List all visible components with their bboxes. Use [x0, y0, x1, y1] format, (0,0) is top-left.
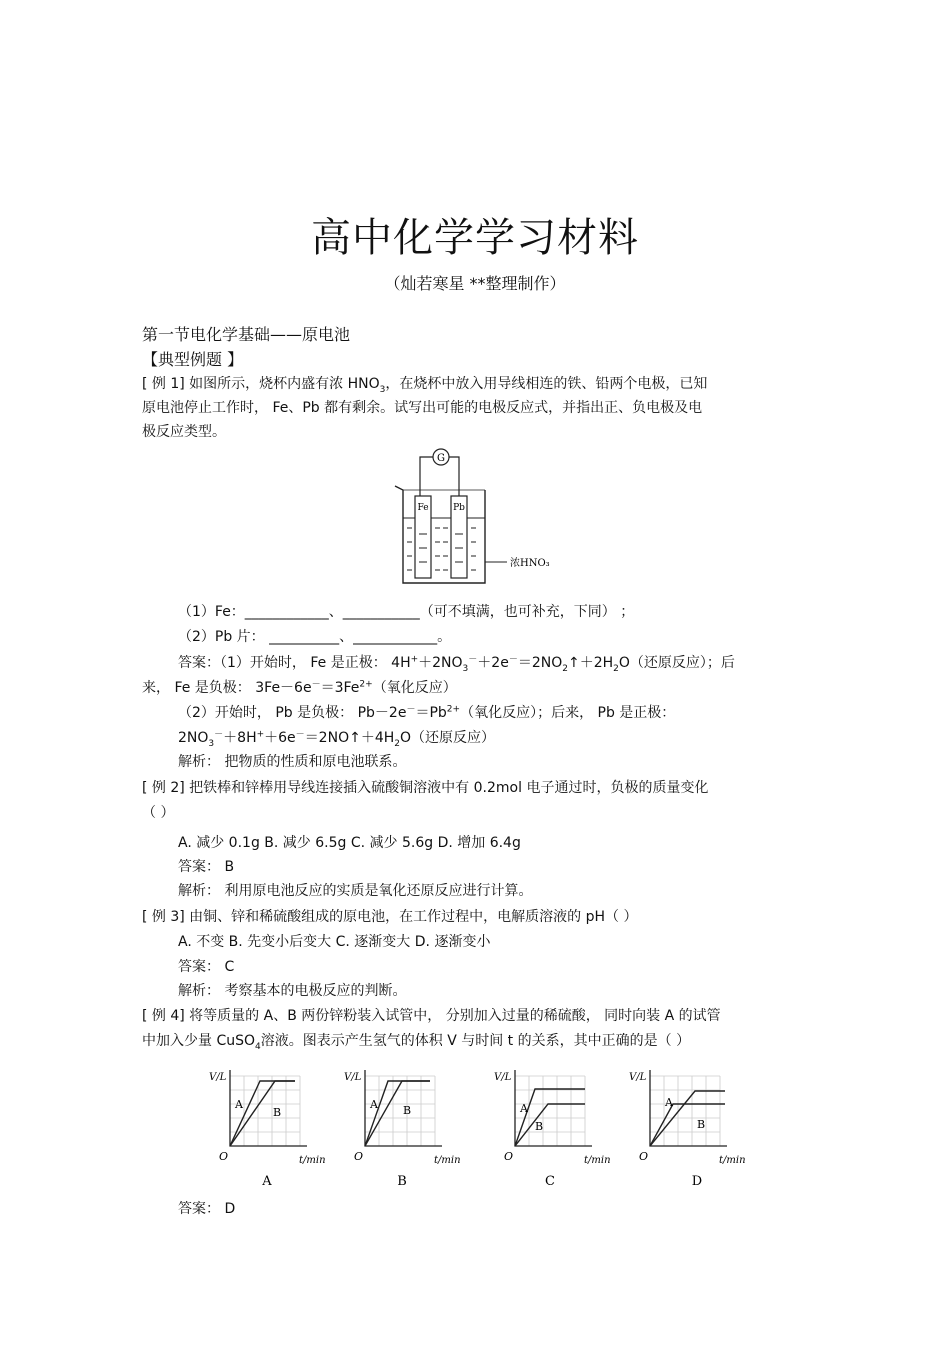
curve-a	[230, 1081, 295, 1146]
curve-a	[515, 1089, 585, 1146]
ex2-line1: [ 例 2] 把铁棒和锌棒用导线连接插入硫酸铜溶液中有 0.2mol 电子通过时，负极的质量变化	[142, 780, 709, 796]
graph-choice-label: B	[397, 1174, 407, 1189]
curve-a	[365, 1081, 430, 1146]
page-subtitle: （灿若寒星 **整理制作）	[384, 274, 566, 293]
curve-a-label: A	[370, 1098, 378, 1111]
ex2-line2: （ ）	[142, 805, 175, 821]
ex1-answer-line4: $2NO_3^-+8H^++6e^-=2NO↑+4H_2O$（还原反应）	[178, 729, 496, 749]
curve-a-label: A	[520, 1102, 528, 1115]
acid-label: 浓HNO₃	[510, 558, 550, 569]
ex1-line1: [ 例 1] 如图所示，烧杯内盛有浓 $HNO_3$，在烧杯中放入用导线相连的铁、铅两个电极，已知	[142, 376, 708, 395]
graph-choice-label: C	[545, 1174, 555, 1189]
pb-label: Pb	[453, 503, 465, 513]
ex2-options: A. 减少 0.1g B. 减少 6.5g C. 减少 5.6g D. 增加 6.4g	[178, 835, 521, 851]
ex1-analysis: 解析： 把物质的性质和原电池联系。	[178, 754, 407, 770]
ex1-line2: 原电池停止工作时， Fe、Pb 都有剩余。试写出可能的电极反应式，并指出正、负电极及电	[142, 400, 703, 416]
graph-axes	[650, 1070, 727, 1146]
origin-label: O	[504, 1150, 514, 1163]
ex4-answer: 答案： D	[178, 1201, 236, 1217]
curve-a-label: A	[665, 1096, 673, 1109]
galvanic-cell-figure	[385, 446, 565, 590]
graph-b	[330, 1064, 480, 1199]
graph-a	[195, 1064, 345, 1199]
ex2-analysis: 解析： 利用原电池反应的实质是氧化还原反应进行计算。	[178, 883, 533, 899]
x-axis-label: t/min	[584, 1155, 611, 1166]
graph-choice-label: A	[262, 1174, 272, 1189]
graph-c	[480, 1064, 630, 1199]
curve-a-label: A	[235, 1098, 243, 1111]
origin-label: O	[354, 1150, 364, 1163]
ex4-line2: 中加入少量 CuSO$_4$溶液。图表示产生氢气的体积 V 与时间 t 的关系，其中正确的是（ ）	[142, 1033, 691, 1052]
origin-label: O	[639, 1150, 649, 1163]
ex1-q1: （1）Fe：____________、___________（可不填满，也可补充，下同） ；	[178, 604, 635, 620]
curve-b	[230, 1081, 295, 1146]
curve-b-label: B	[697, 1118, 706, 1131]
x-axis-label: t/min	[434, 1155, 461, 1166]
curve-b-label: B	[403, 1104, 412, 1117]
page-title: 高中化学学习材料	[311, 215, 639, 261]
beaker	[395, 486, 485, 583]
section-heading: 第一节电化学基础——原电池	[142, 325, 351, 344]
ex2-answer: 答案： B	[178, 859, 235, 875]
x-axis-label: t/min	[719, 1155, 746, 1166]
ex3-options: A. 不变 B. 先变小后变大 C. 逐渐变大 D. 逐渐变小	[178, 934, 491, 950]
galvanometer-label: G	[437, 453, 445, 464]
ex3-answer: 答案： C	[178, 959, 235, 975]
y-axis-label: V/L	[209, 1072, 227, 1083]
ex4-line1: [ 例 4] 将等质量的 A、B 两份锌粉装入试管中， 分别加入过量的稀硫酸， 同时向装 A 的试管	[142, 1008, 721, 1024]
curve-b	[650, 1091, 725, 1146]
y-axis-label: V/L	[344, 1072, 362, 1083]
ex3-line1: [ 例 3] 由铜、锌和稀硫酸组成的原电池，在工作过程中，电解质溶液的 pH（ ）	[142, 909, 638, 925]
ex1-line3: 极反应类型。	[142, 424, 226, 440]
origin-label: O	[219, 1150, 229, 1163]
examples-header: 【典型例题 】	[142, 350, 244, 369]
ex1-answer-line3: （2）开始时， Pb 是负极： $Pb-2e^-=Pb^{2+}$（氧化反应）；后来， Pb 是正极：	[178, 704, 676, 721]
y-axis-label: V/L	[494, 1072, 512, 1083]
fe-label: Fe	[417, 503, 429, 513]
ex1-answer-line2: 来， Fe 是负极： $3Fe-6e^-=3Fe^{2+}$（氧化反应）	[142, 679, 457, 696]
curve-b	[365, 1081, 430, 1146]
graph-choice-label: D	[691, 1174, 703, 1189]
vt-graphs	[195, 1064, 775, 1199]
curve-b-label: B	[273, 1106, 282, 1119]
ex3-analysis: 解析： 考察基本的电极反应的判断。	[178, 983, 407, 999]
y-axis-label: V/L	[629, 1072, 647, 1083]
graph-d	[615, 1064, 765, 1199]
curve-b-label: B	[535, 1120, 544, 1133]
x-axis-label: t/min	[299, 1155, 326, 1166]
curve-a	[650, 1104, 725, 1146]
ex1-q2: （2）Pb 片： __________、____________。	[178, 629, 452, 645]
ex1-answer-line1: 答案：（1）开始时， Fe 是正极： $4H^++2NO_3^-+2e^-=2NO_2↑+2H_2O$（还原反应）；后	[178, 654, 735, 674]
